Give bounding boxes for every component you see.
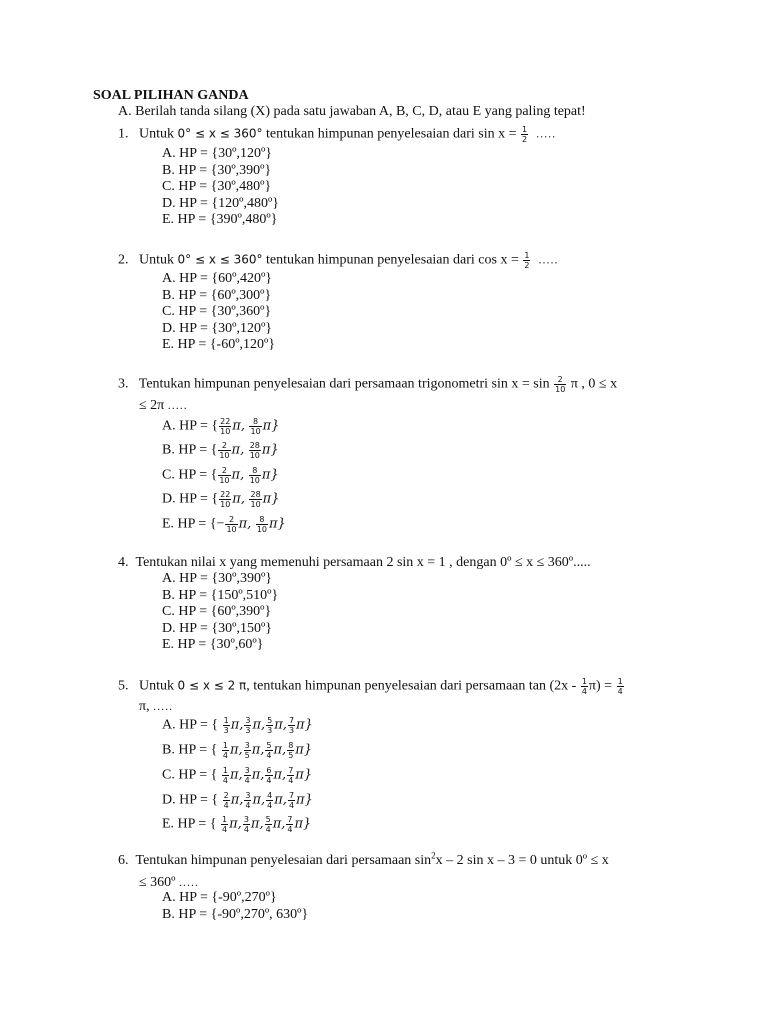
option[interactable]: D. HP = {30º,120º} bbox=[162, 321, 273, 336]
option[interactable]: E. HP = {30º,60º} bbox=[162, 637, 264, 652]
fraction: $\frac{8}{10}$ bbox=[250, 417, 261, 436]
option[interactable]: B. HP = {150º,510º} bbox=[162, 588, 279, 603]
question-5-stem: 5. Untuk 0 ≤ x ≤ 2 π, tentukan himpunan penyelesaian dari persamaan tan (2x - $\frac{1}{4}$ π) = $\frac{1}{4}$ bbox=[118, 677, 623, 696]
option[interactable]: C. HP = {30º,480º} bbox=[162, 179, 272, 194]
option[interactable]: E. HP = { $\frac{1}{4}$ π, $\frac{3}{4}$ π, $\frac{5}{4}$ π, $\frac{7}{4}$ π} bbox=[162, 815, 312, 834]
fraction: $\frac{3}{4}$ bbox=[243, 815, 249, 834]
option[interactable]: B. HP = { $\frac{2}{10}$ π, $\frac{28}{10}$ π} bbox=[162, 441, 279, 460]
fraction: $\frac{2}{10}$ bbox=[226, 515, 237, 534]
question-6-stem-cont: ≤ 360º ..... bbox=[139, 875, 200, 890]
option[interactable]: A. HP = {30º,390º} bbox=[162, 571, 273, 586]
option[interactable]: B. HP = {-90º,270º, 630º} bbox=[162, 907, 309, 922]
fraction: $\frac{4}{4}$ bbox=[267, 791, 273, 810]
question-1-stem: 1. Untuk 0° ≤ x ≤ 360° tentukan himpunan penyelesaian dari sin x = $\frac{1}{2}$ ..... bbox=[118, 125, 557, 144]
option[interactable]: A. HP = {60º,420º} bbox=[162, 271, 273, 286]
fraction: $\frac{2}{10}$ bbox=[219, 441, 230, 460]
fraction: $\frac{8}{10}$ bbox=[249, 466, 260, 485]
fraction: $\frac{28}{10}$ bbox=[249, 441, 260, 460]
option[interactable]: E. HP = {− $\frac{2}{10}$ π, $\frac{8}{10}$ π} bbox=[162, 515, 286, 534]
fraction: $\frac{3}{3}$ bbox=[245, 716, 251, 735]
question-2-stem: 2. Untuk 0° ≤ x ≤ 360° tentukan himpunan penyelesaian dari cos x = $\frac{1}{2}$ ..... bbox=[118, 251, 559, 270]
question-6-stem: 6. Tentukan himpunan penyelesaian dari persamaan $\sin^2x - 2$ sin x – 3 = 0 untuk 0º ≤ x bbox=[118, 850, 609, 868]
option[interactable]: A. HP = { $\frac{1}{3}$ π, $\frac{3}{3}$ π, $\frac{5}{3}$ π, $\frac{7}{3}$ π} bbox=[162, 716, 313, 735]
option[interactable]: C. HP = {30º,360º} bbox=[162, 304, 272, 319]
fraction: $\frac{3}{5}$ bbox=[244, 741, 250, 760]
option[interactable]: E. HP = {-60º,120º} bbox=[162, 337, 276, 352]
fraction: $\frac{3}{4}$ bbox=[245, 791, 251, 810]
fraction: $\frac{7}{3}$ bbox=[288, 716, 295, 735]
fraction: $\frac{1}{4}$ bbox=[222, 741, 228, 760]
fraction: $\frac{1}{4}$ bbox=[581, 677, 587, 696]
fraction: $\frac{22}{10}$ bbox=[220, 417, 231, 436]
fraction: $\frac{1}{2}$ bbox=[522, 125, 528, 144]
fraction: $\frac{28}{10}$ bbox=[250, 490, 261, 509]
fraction: $\frac{1}{2}$ bbox=[524, 251, 530, 270]
option[interactable]: D. HP = { $\frac{22}{10}$ π, $\frac{28}{10}$ π} bbox=[162, 490, 280, 509]
fraction: $\frac{22}{10}$ bbox=[220, 490, 231, 509]
fraction: $\frac{8}{5}$ bbox=[288, 741, 294, 760]
question-3-stem-cont: ≤ 2π ..... bbox=[139, 398, 188, 413]
fraction: $\frac{7}{4}$ bbox=[288, 766, 294, 785]
fraction: $\frac{6}{4}$ bbox=[266, 766, 272, 785]
fraction: $\frac{5}{4}$ bbox=[265, 815, 271, 834]
fraction: $\frac{7}{4}$ bbox=[288, 791, 295, 810]
option[interactable]: B. HP = {30º,390º} bbox=[162, 163, 272, 178]
fraction: $\frac{7}{4}$ bbox=[287, 815, 293, 834]
fraction: $\frac{3}{4}$ bbox=[244, 766, 250, 785]
fraction: $\frac{1}{4}$ bbox=[222, 766, 228, 785]
option[interactable]: E. HP = {390º,480º} bbox=[162, 212, 278, 227]
option[interactable]: D. HP = { $\frac{2}{4}$ π, $\frac{3}{4}$ π, $\frac{4}{4}$ π, $\frac{7}{4}$ π} bbox=[162, 791, 313, 810]
option[interactable]: C. HP = {60º,390º} bbox=[162, 604, 272, 619]
option[interactable]: A. HP = {30º,120º} bbox=[162, 146, 273, 161]
fraction: $\frac{2}{10}$ bbox=[219, 466, 230, 485]
option[interactable]: A. HP = { $\frac{22}{10}$ π, $\frac{8}{10}$ π} bbox=[162, 417, 280, 436]
question-4-stem: 4. Tentukan nilai x yang memenuhi persamaan 2 sin x = 1 , dengan 0º ≤ x ≤ 360º..... bbox=[118, 555, 591, 570]
option[interactable]: C. HP = { $\frac{2}{10}$ π, $\frac{8}{10}$ π} bbox=[162, 466, 279, 485]
fraction: $\frac{1}{4}$ bbox=[617, 677, 623, 696]
fraction: $\frac{1}{4}$ bbox=[222, 815, 228, 834]
question-5-stem-cont: π, ..... bbox=[139, 699, 174, 714]
fraction: $\frac{5}{3}$ bbox=[267, 716, 273, 735]
instruction: A. Berilah tanda silang (X) pada satu jawaban A, B, C, D, atau E yang paling tepat! bbox=[118, 104, 586, 119]
option[interactable]: A. HP = {-90º,270º} bbox=[162, 890, 277, 905]
option[interactable]: D. HP = {30º,150º} bbox=[162, 621, 273, 636]
option[interactable]: B. HP = { $\frac{1}{4}$ π, $\frac{3}{5}$ π, $\frac{5}{4}$ π, $\frac{8}{5}$ π} bbox=[162, 741, 313, 760]
fraction: $\frac{1}{3}$ bbox=[223, 716, 229, 735]
fraction: $\frac{8}{10}$ bbox=[256, 515, 268, 534]
question-3-stem: 3. Tentukan himpunan penyelesaian dari persamaan trigonometri sin x = sin $\frac{2}{10}$ π , 0 ≤ x bbox=[118, 375, 618, 394]
page-title: SOAL PILIHAN GANDA bbox=[93, 88, 249, 103]
option[interactable]: B. HP = {60º,300º} bbox=[162, 288, 272, 303]
fraction: $\frac{5}{4}$ bbox=[266, 741, 272, 760]
fraction: $\frac{2}{10}$ bbox=[555, 375, 566, 394]
option[interactable]: D. HP = {120º,480º} bbox=[162, 196, 280, 211]
option[interactable]: C. HP = { $\frac{1}{4}$ π, $\frac{3}{4}$ π, $\frac{6}{4}$ π, $\frac{7}{4}$ π} bbox=[162, 766, 313, 785]
fraction: $\frac{2}{4}$ bbox=[223, 791, 229, 810]
